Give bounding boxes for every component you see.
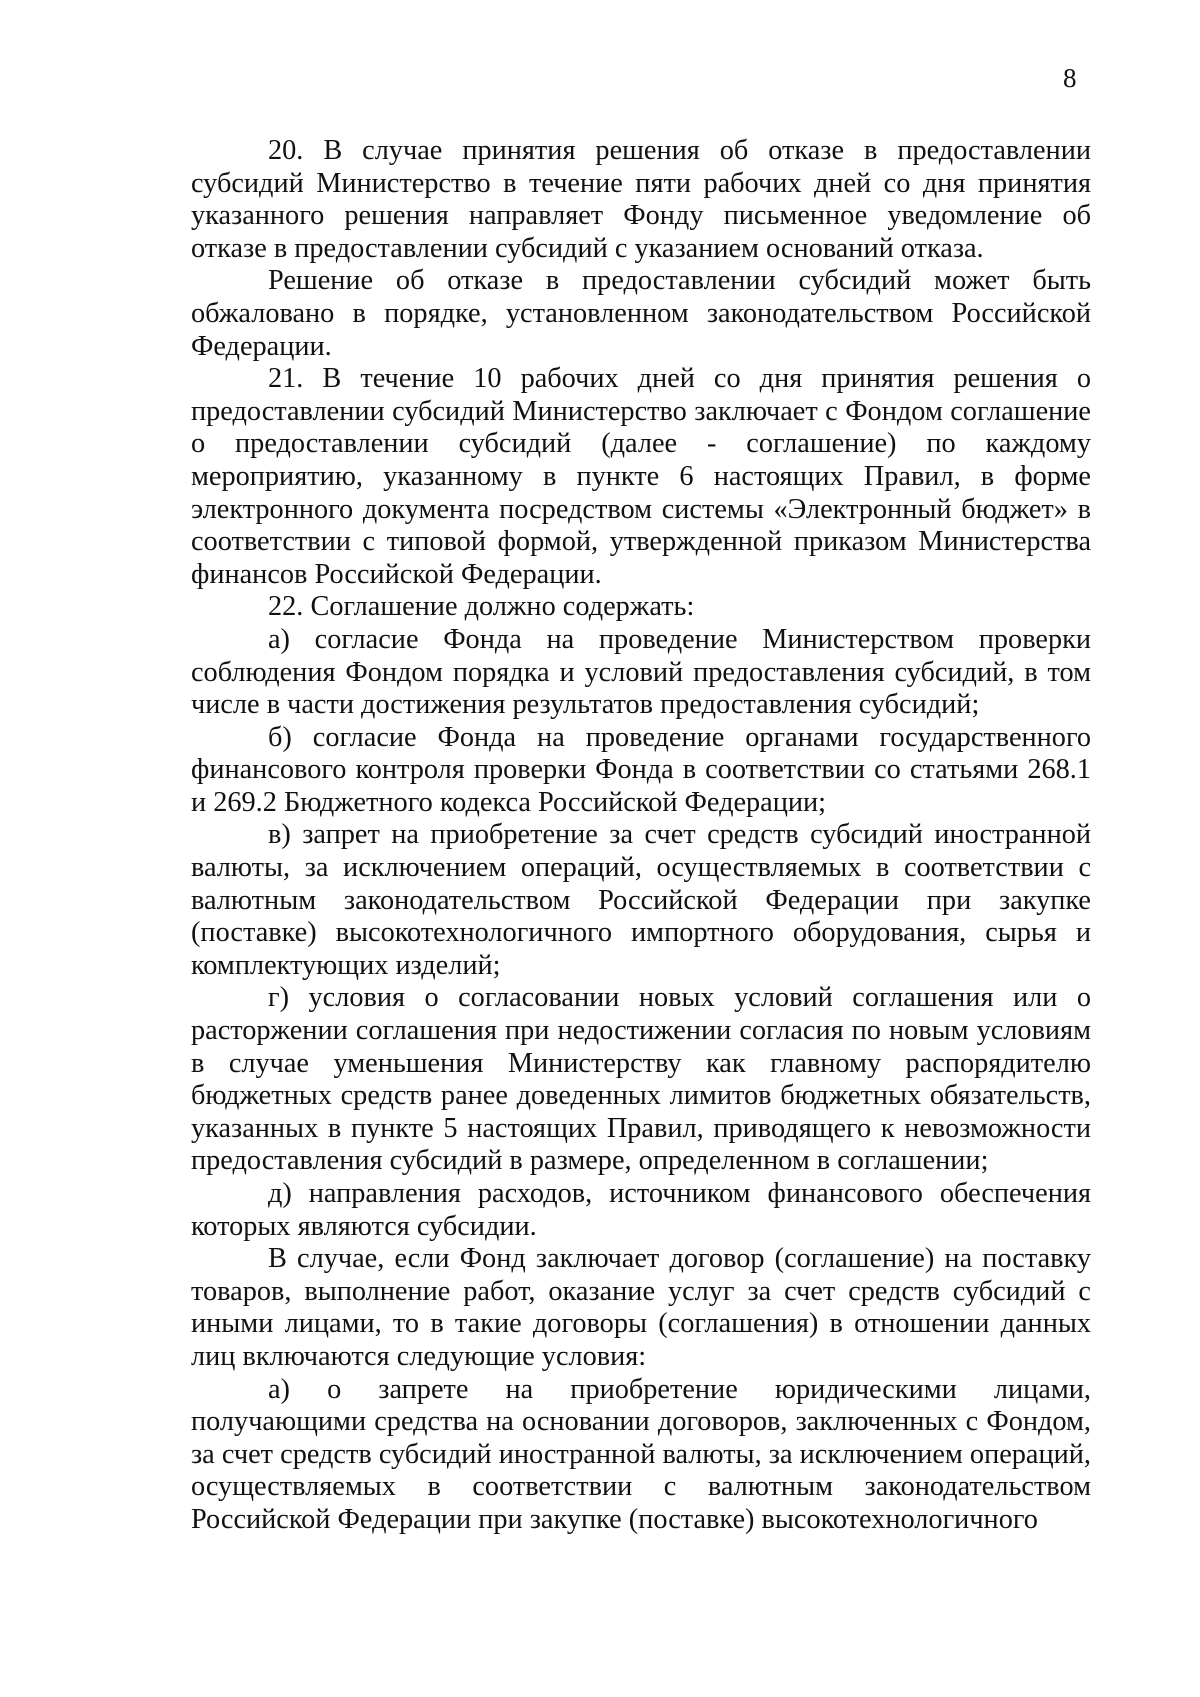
list-item-d-expense-directions: д) направления расходов, источником финансового обеспечения которых являются субсидии. (191, 1178, 1091, 1242)
paragraph-third-party-contracts: В случае, если Фонд заключает договор (соглашение) на поставку товаров, выполнение работ, оказание услуг за счет средств субсидий с иными лицами, то в такие договоры (соглашения) в отношении данных лиц включаются следующие условия: (191, 1243, 1091, 1372)
page-number: 8 (1063, 63, 1077, 93)
paragraph-refusal-appeal: Решение об отказе в предоставлении субсидий может быть обжаловано в порядке, установленном законодательством Российской Федерации. (191, 265, 1091, 362)
list-item-v-currency-ban: в) запрет на приобретение за счет средств субсидий иностранной валюты, за исключением операций, осуществляемых в соответствии с валютным законодательством Российской Федерации при закупке (поставке) высокотехнологичного импортного оборудования, сырья и комплектующих изделий; (191, 819, 1091, 981)
list-item-a-currency-ban-third-party: а) о запрете на приобретение юридическими лицами, получающими средства на основании договоров, заключенных с Фондом, за счет средств субсидий иностранной валюты, за исключением операций, осуществляемых в соответствии с валютным законодательством Российской Федерации при закупке (поставке) высокотехнологичного (191, 1373, 1091, 1535)
paragraph-22-agreement-content: 22. Соглашение должно содержать: (268, 591, 695, 623)
paragraph-20-refusal-notice: 20. В случае принятия решения об отказе в предоставлении субсидий Министерство в течение пяти рабочих дней со дня принятия указанного решения направляет Фонду письменное уведомление об отказе в предоставлении субсидий с указанием оснований отказа. (191, 135, 1091, 264)
list-item-g-new-conditions: г) условия о согласовании новых условий соглашения или о расторжении соглашения при недостижении согласия по новым условиям в случае уменьшения Министерству как главному распорядителю бюджетных средств ранее доведенных лимитов бюджетных обязательств, указанных в пункте 5 настоящих Правил, приводящего к невозможности предоставления субсидий в размере, определенном в соглашении; (191, 982, 1091, 1177)
list-item-a-ministry-check: а) согласие Фонда на проведение Министерством проверки соблюдения Фондом порядка и условий предоставления субсидий, в том числе в части достижения результатов предоставления субсидий; (191, 623, 1091, 721)
paragraph-21-agreement: 21. В течение 10 рабочих дней со дня принятия решения о предоставлении субсидий Министерство заключает с Фондом соглашение о предоставлении субсидий (далее - соглашение) по каждому мероприятию, указанному в пункте 6 настоящих Правил, в форме электронного документа посредством системы «Электронный бюджет» в соответствии с типовой формой, утвержденной приказом Министерства финансов Российской Федерации. (191, 363, 1091, 590)
document-body (191, 135, 1091, 1537)
list-item-b-financial-control: б) согласие Фонда на проведение органами государственного финансового контроля проверки Фонда в соответствии со статьями 268.1 и 269.2 Бюджетного кодекса Российской Федерации; (191, 721, 1091, 818)
